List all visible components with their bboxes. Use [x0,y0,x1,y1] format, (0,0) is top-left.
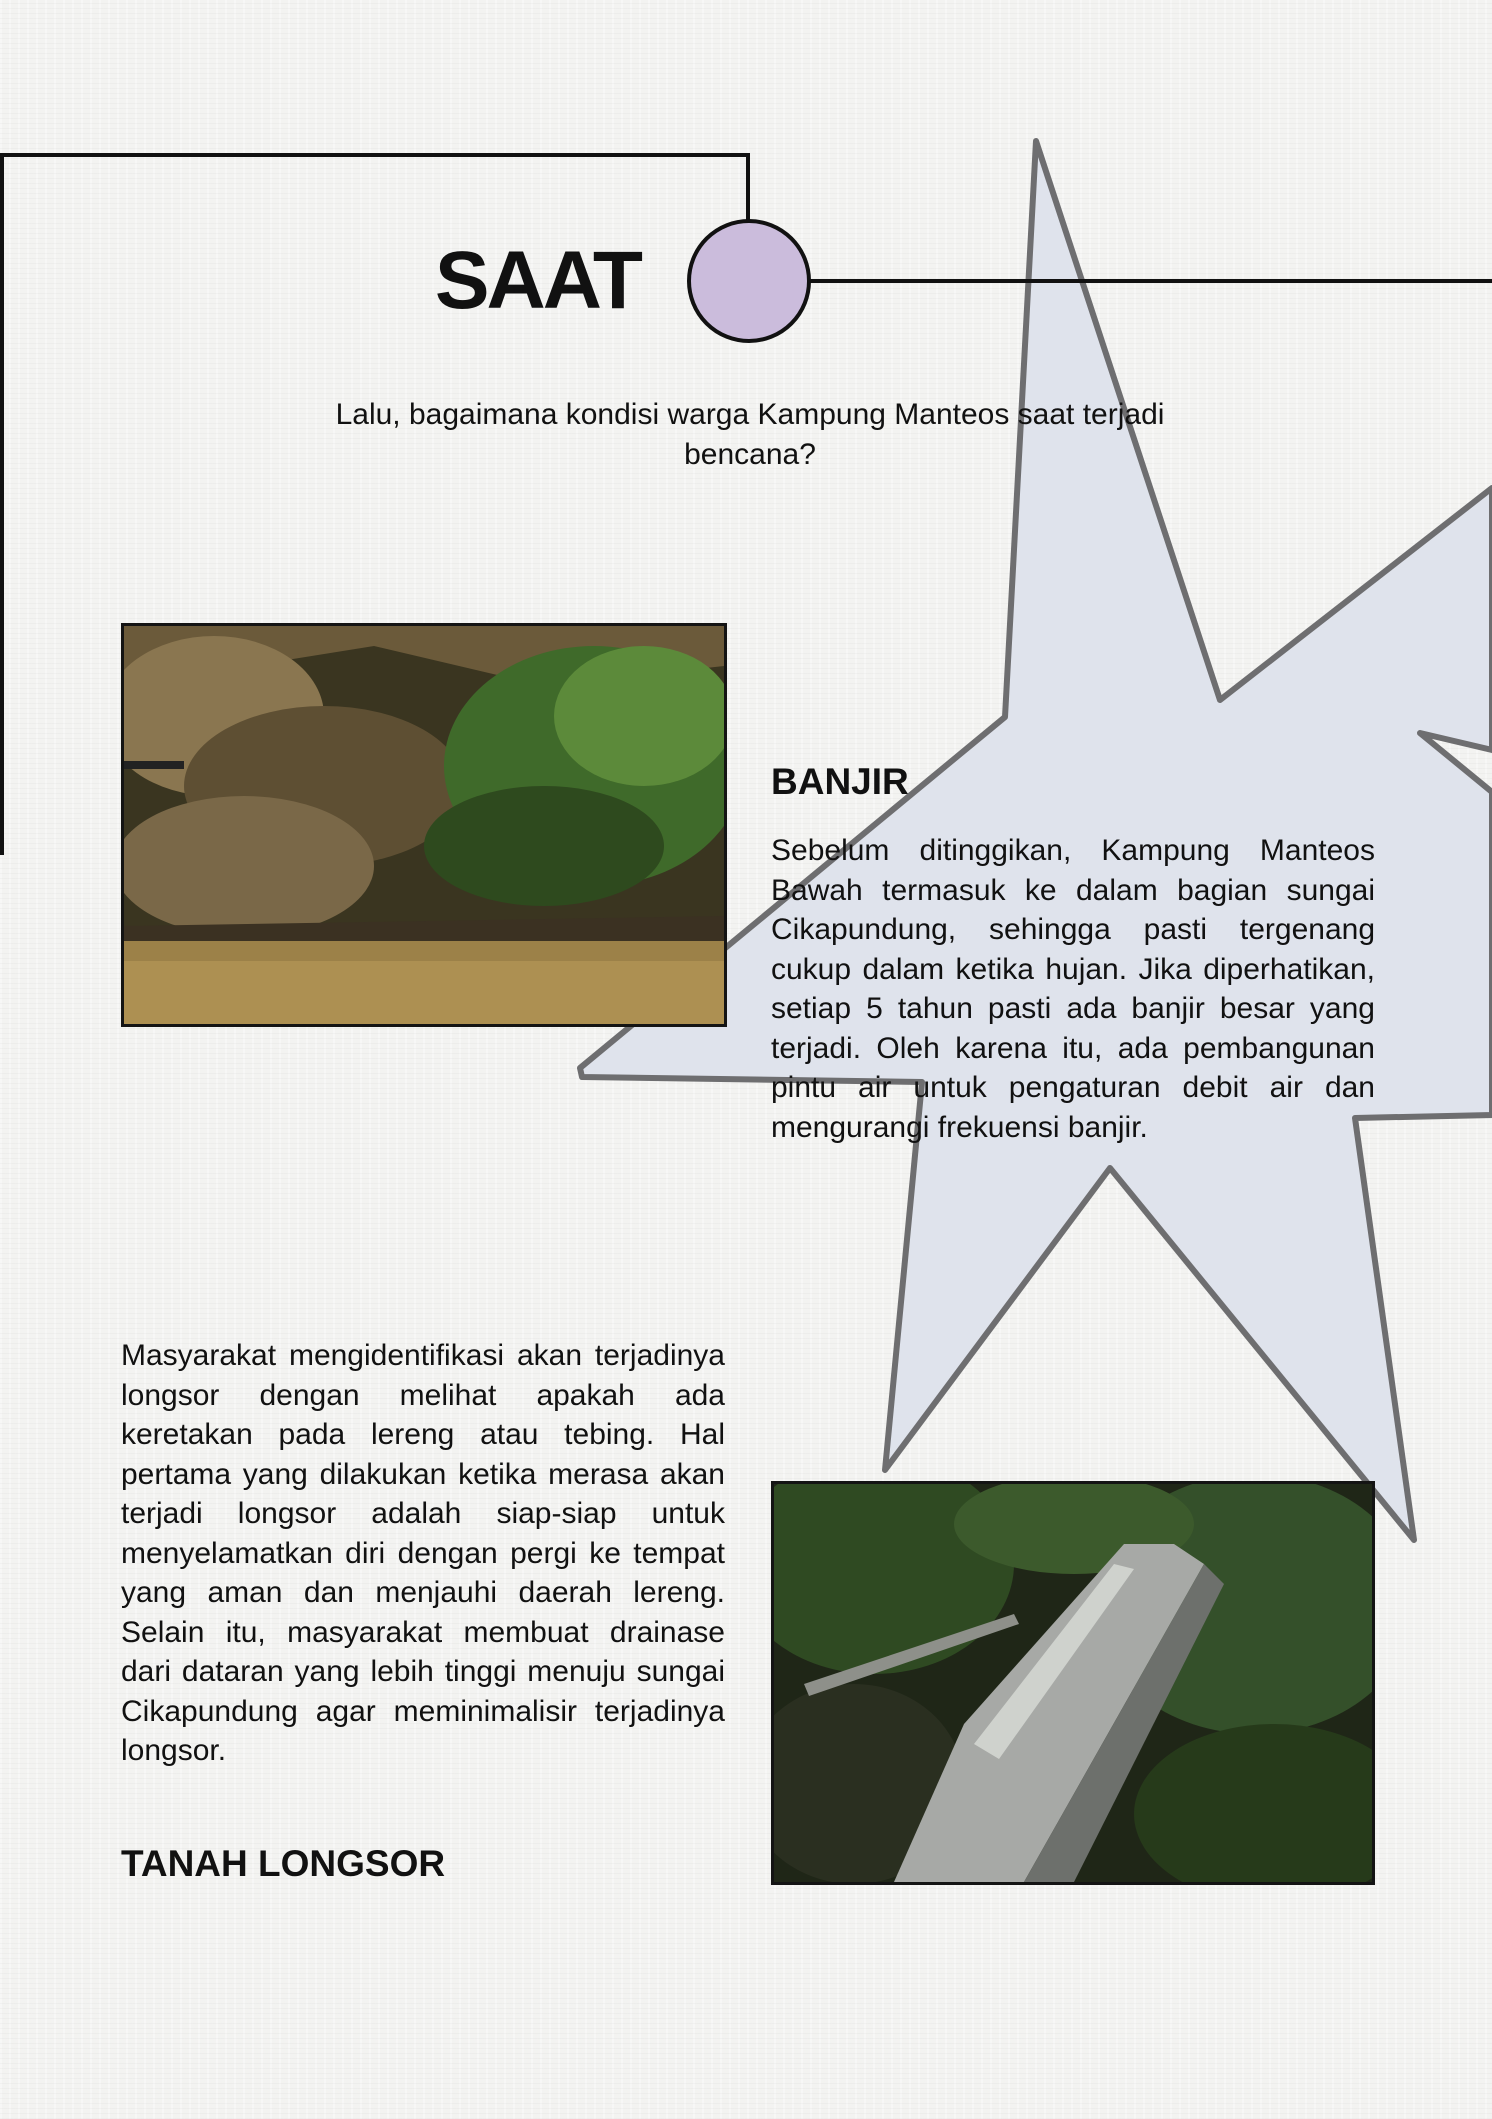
intro-question: Lalu, bagaimana kondisi warga Kampung Manteos saat terjadi bencana? [335,398,1165,471]
timeline-circle-marker [689,221,809,341]
timeline-line-left [0,155,748,220]
photo-riverbank-flood [121,623,727,1027]
banjir-heading: BANJIR [771,761,909,802]
longsor-body-text: Masyarakat mengidentifikasi akan terjadinya longsor dengan melihat apakah ada keretakan pada lereng atau tebing. Hal pertama yang dilakukan ketika merasa akan terjadi longsor adalah siap-siap untuk menyelamatkan diri dengan pergi ke tempat yang aman dan menjauhi daerah lereng. Selain itu, masyarakat membuat drainase dari dataran yang lebih tinggi menuju sungai Cikapundung agar meminimalisir terjadinya longsor. [121,1339,725,1767]
banjir-body-text: Sebelum ditinggikan, Kampung Manteos Bawah termasuk ke dalam bagian sungai Cikapundung, sehingga pasti tergenang cukup dalam ketika hujan. Jika diperhatikan, setiap 5 tahun pasti ada banjir besar yang terjadi. Oleh karena itu, ada pembangunan pintu air untuk pengaturan debit air dan mengurangi frekuensi banjir. [771,834,1375,1144]
page-title: SAAT [434,235,640,326]
photo-drainage-channel [771,1481,1375,1885]
longsor-heading: TANAH LONGSOR [121,1843,446,1884]
